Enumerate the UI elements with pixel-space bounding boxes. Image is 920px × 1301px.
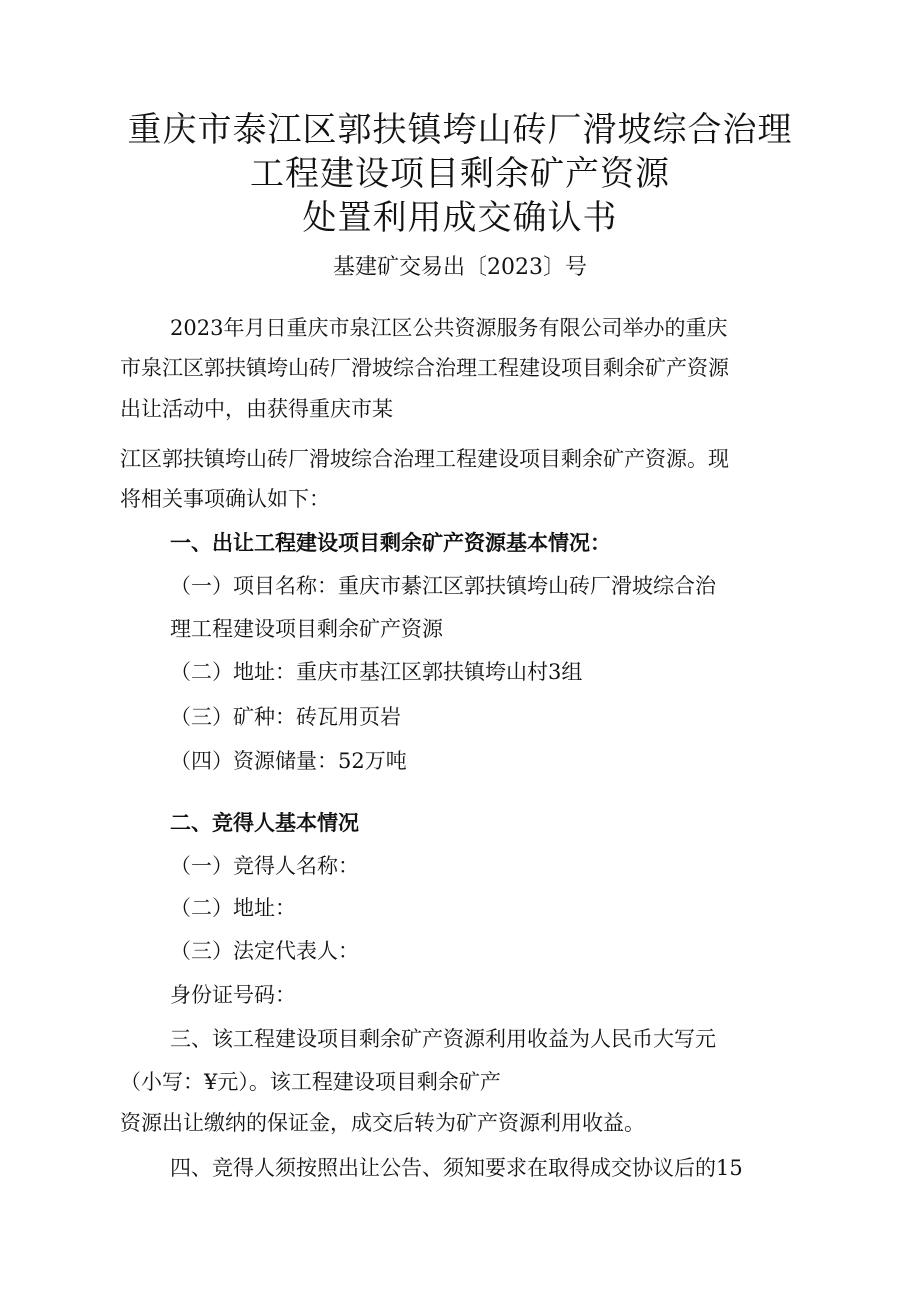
document-number: 基建矿交易出〔2023〕号: [333, 255, 587, 280]
section-3-line-3: 资源出让缴纳的保证金，成交后转为矿产资源利用收益。: [120, 1111, 645, 1135]
intro-line-1: 2023年月日重庆市泉江区公共资源服务有限公司举办的重庆: [170, 316, 728, 340]
title-line-1: 重庆市泰江区郭扶镇垮山砖厂滑坡综合治理: [127, 110, 793, 150]
title-line-2: 工程建设项目剩余矿产资源: [250, 154, 670, 194]
section-3-line-1: 三、该工程建设项目剩余矿产资源利用收益为人民币大写元: [170, 1027, 716, 1051]
intro-line-2: 市泉江区郭扶镇垮山砖厂滑坡综合治理工程建设项目剩余矿产资源: [120, 356, 729, 380]
intro-line-3: 出让活动中，由获得重庆市某: [120, 397, 393, 421]
section-4-line-1: 四、竞得人须按照出让公告、须知要求在取得成交协议后的15: [170, 1156, 743, 1180]
section-1-item-1-line-1: （一）项目名称：重庆市綦江区郭扶镇垮山砖厂滑坡综合治: [170, 574, 716, 598]
section-2-item-2: （二）地址：: [170, 896, 296, 920]
section-1-item-3: （三）矿种：砖瓦用页岩: [170, 705, 401, 729]
section-1-item-1-line-2: 理工程建设项目剩余矿产资源: [170, 617, 443, 641]
section-2-heading: 二、竞得人基本情况: [170, 811, 359, 835]
intro-line-4: 江区郭扶镇垮山砖厂滑坡综合治理工程建设项目剩余矿产资源。现: [120, 447, 729, 471]
title-line-3: 处置利用成交确认书: [302, 198, 618, 238]
section-3-line-2: （小写：¥元）。该工程建设项目剩余矿产: [120, 1070, 501, 1094]
section-2-item-3: （三）法定代表人：: [170, 939, 359, 963]
section-1-item-4: （四）资源储量：52万吨: [170, 749, 407, 773]
section-1-heading: 一、出让工程建设项目剩余矿产资源基本情况：: [170, 531, 611, 555]
intro-line-5: 将相关事项确认如下：: [120, 487, 330, 511]
section-1-item-2: （二）地址：重庆市基江区郭扶镇垮山村3组: [170, 660, 583, 684]
section-2-item-1: （一）竞得人名称：: [170, 854, 359, 878]
section-2-id-label: 身份证号码：: [170, 983, 296, 1007]
